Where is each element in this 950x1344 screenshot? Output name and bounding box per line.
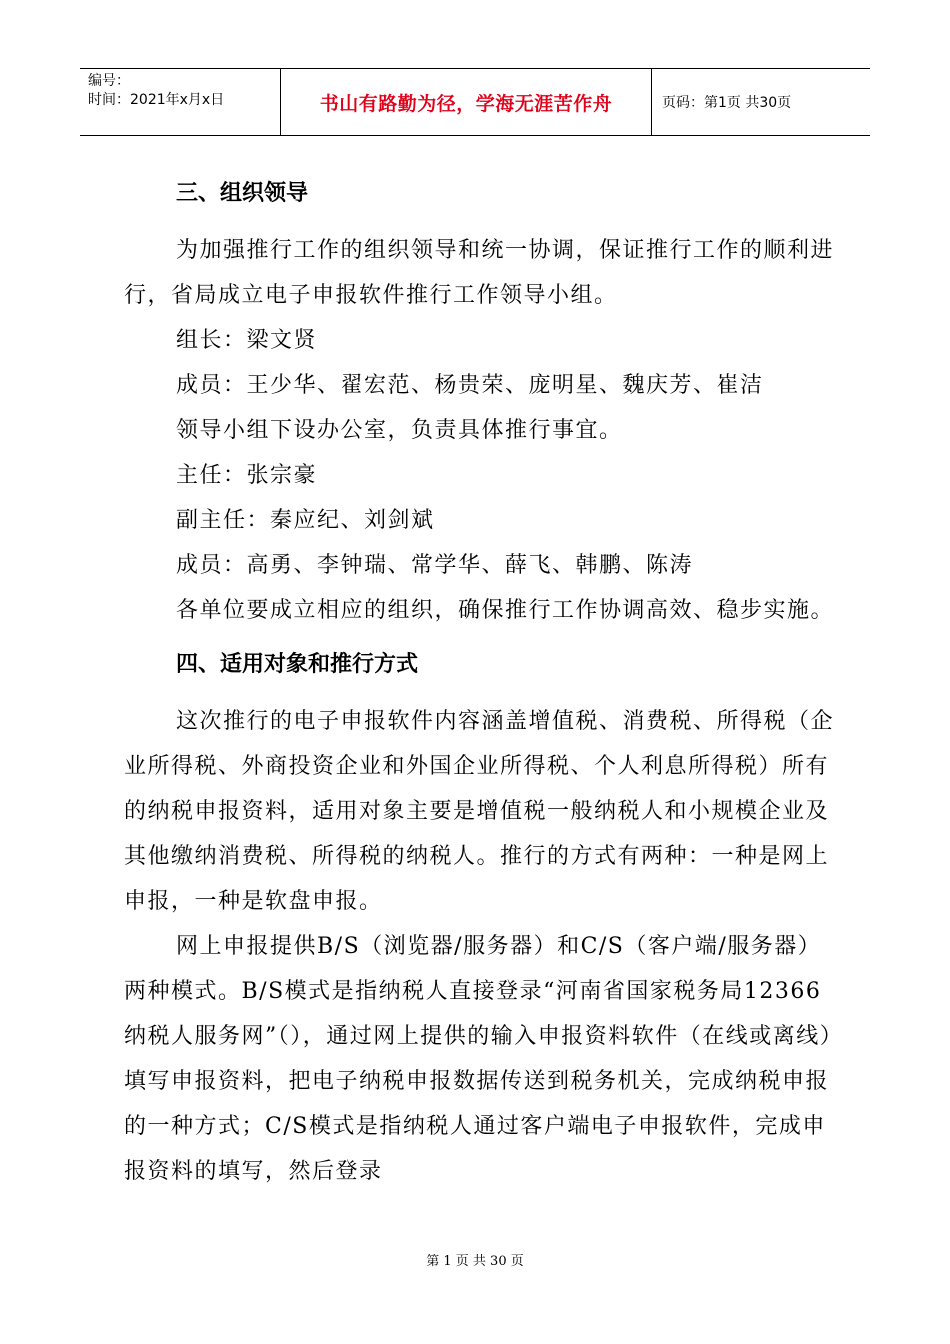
page-header xyxy=(80,68,870,136)
section-heading-3: 三、组织领导 xyxy=(176,181,309,206)
paragraph: 为加强推行工作的组织领导和统一协调，保证推行工作的顺利进行，省局成立电子申报软件推行工作领导小组。 xyxy=(124,238,835,308)
paragraph: 领导小组下设办公室，负责具体推行事宜。 xyxy=(176,418,623,443)
page-footer: 第 1 页 共 30 页 xyxy=(426,1254,524,1269)
paragraph: 组长：梁文贤 xyxy=(176,328,318,353)
paragraph: 这次推行的电子申报软件内容涵盖增值税、消费税、所得税（企业所得税、外商投资企业和外国企业所得税、个人利息所得税）所有的纳税申报资料，适用对象主要是增值税一般纳税人和小规模企业及其他缴纳消费税、所得税的纳税人。推行的方式有两种：一种是网上申报，一种是软盘申报。 xyxy=(124,709,835,914)
section-heading-4: 四、适用对象和推行方式 xyxy=(176,652,419,677)
paragraph: 各单位要成立相应的组织，确保推行工作协调高效、稳步实施。 xyxy=(176,598,835,623)
page-info: 页码：第1页 共30页 xyxy=(662,95,792,111)
number-label: 编号： xyxy=(88,73,130,89)
paragraph: 主任：张宗豪 xyxy=(176,463,318,488)
paragraph: 成员：王少华、翟宏范、杨贵荣、庞明星、魏庆芳、崔洁 xyxy=(176,373,764,398)
motto: 书山有路勤为径，学海无涯苦作舟 xyxy=(281,69,652,135)
header-meta xyxy=(80,69,281,135)
paragraph: 副主任：秦应纪、刘剑斌 xyxy=(176,508,435,533)
paragraph: 网上申报提供B/S（浏览器/服务器）和C/S（客户端/服务器）两种模式。B/S模式是指纳税人直接登录“河南省国家税务局12366纳税人服务网”（），通过网上提供的输入申报资料软件（在线或离线）填写申报资料，把电子纳税申报数据传送到税务机关，完成纳税申报的一种方式；C/S模式是指纳税人通过客户端电子申报软件，完成申报资料的填写，然后登录 xyxy=(124,934,833,1184)
paragraph: 成员：高勇、李钟瑞、常学华、薛飞、韩鹏、陈涛 xyxy=(176,553,694,578)
time-label: 时间：2021年x月x日 xyxy=(88,92,225,108)
document-body xyxy=(124,172,834,1194)
